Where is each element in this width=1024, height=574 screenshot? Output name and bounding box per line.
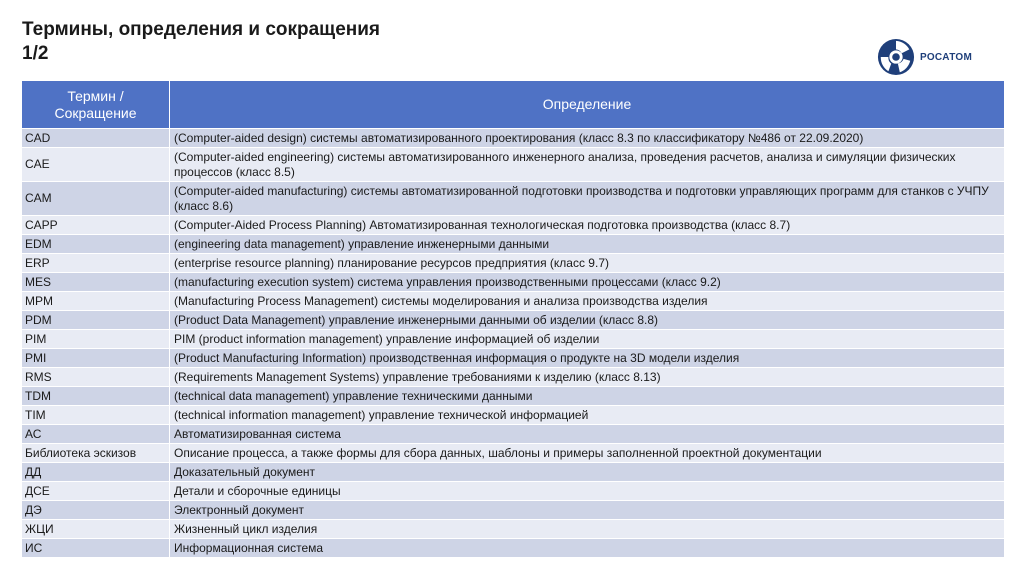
definition-cell: Автоматизированная система xyxy=(170,425,1005,444)
term-cell: PDM xyxy=(22,311,170,330)
term-cell: TDM xyxy=(22,387,170,406)
term-cell: ДД xyxy=(22,463,170,482)
definition-cell: Информационная система xyxy=(170,539,1005,558)
term-cell: RMS xyxy=(22,368,170,387)
definition-cell: (Computer-aided design) системы автоматизированного проектирования (класс 8.3 по классификатору №486 от 22.09.2020) xyxy=(170,129,1005,148)
table-row xyxy=(22,182,1005,216)
definition-cell: PIM (product information management) управление информацией об изделии xyxy=(170,330,1005,349)
term-cell: TIM xyxy=(22,406,170,425)
definition-cell: (Computer-aided engineering) системы автоматизированного инженерного анализа, проведения расчетов, анализа и симуляции физических процессов (класс 8.5) xyxy=(170,148,1005,182)
table-row xyxy=(22,148,1005,182)
definition-cell: (Requirements Management Systems) управление требованиями к изделию (класс 8.13) xyxy=(170,368,1005,387)
term-cell: MPM xyxy=(22,292,170,311)
table-row xyxy=(22,425,1005,444)
rosatom-logo xyxy=(877,38,972,76)
definition-cell: (Computer-aided manufacturing) системы автоматизированной подготовки производства и подготовки управляющих программ для станков с УЧПУ (класс 8.6) xyxy=(170,182,1005,216)
table-row xyxy=(22,482,1005,501)
table-row xyxy=(22,235,1005,254)
table-row xyxy=(22,501,1005,520)
header-term: Термин / Сокращение xyxy=(22,81,170,129)
header-definition: Определение xyxy=(170,81,1005,129)
table-row xyxy=(22,129,1005,148)
term-cell: Библиотека эскизов xyxy=(22,444,170,463)
terms-table xyxy=(21,80,1005,558)
logo-text: РОСАТОМ xyxy=(920,51,973,63)
term-cell: CAD xyxy=(22,129,170,148)
table-row xyxy=(22,349,1005,368)
table-row xyxy=(22,368,1005,387)
term-cell: ИС xyxy=(22,539,170,558)
table-row xyxy=(22,463,1005,482)
table-row xyxy=(22,330,1005,349)
term-cell: CAE xyxy=(22,148,170,182)
term-cell: CAM xyxy=(22,182,170,216)
definition-cell: (technical data management) управление техническими данными xyxy=(170,387,1005,406)
table-row xyxy=(22,216,1005,235)
term-cell: CAPP xyxy=(22,216,170,235)
definition-cell: (Product Data Management) управление инженерными данными об изделии (класс 8.8) xyxy=(170,311,1005,330)
table-row xyxy=(22,520,1005,539)
table-row xyxy=(22,254,1005,273)
table-row xyxy=(22,406,1005,425)
term-cell: PMI xyxy=(22,349,170,368)
definition-cell: (Product Manufacturing Information) производственная информация о продукте на 3D модели изделия xyxy=(170,349,1005,368)
term-cell: EDM xyxy=(22,235,170,254)
term-cell: ДСЕ xyxy=(22,482,170,501)
slide-title-text: Термины, определения и сокращения xyxy=(22,19,381,40)
table-row xyxy=(22,539,1005,558)
term-cell: PIM xyxy=(22,330,170,349)
term-cell: ДЭ xyxy=(22,501,170,520)
definition-cell: Доказательный документ xyxy=(170,463,1005,482)
definition-cell: Описание процесса, а также формы для сбора данных, шаблоны и примеры заполненной проектной документации xyxy=(170,444,1005,463)
slide-page-indicator: 1/2 xyxy=(22,43,49,64)
table-header-row xyxy=(22,81,1005,129)
definition-cell: Детали и сборочные единицы xyxy=(170,482,1005,501)
table-row xyxy=(22,444,1005,463)
rosatom-logo-icon xyxy=(877,38,915,76)
definition-cell: (manufacturing execution system) система управления производственными процессами (класс 9.2) xyxy=(170,273,1005,292)
definition-cell: (Computer-Aided Process Planning) Автоматизированная технологическая подготовка производства (класс 8.7) xyxy=(170,216,1005,235)
table-row xyxy=(22,292,1005,311)
definition-cell: Жизненный цикл изделия xyxy=(170,520,1005,539)
definition-cell: (technical information management) управление технической информацией xyxy=(170,406,1005,425)
definition-cell: Электронный документ xyxy=(170,501,1005,520)
table-row xyxy=(22,273,1005,292)
term-cell: ЖЦИ xyxy=(22,520,170,539)
term-cell: ERP xyxy=(22,254,170,273)
table-row xyxy=(22,387,1005,406)
definition-cell: (Manufacturing Process Management) системы моделирования и анализа производства изделия xyxy=(170,292,1005,311)
definition-cell: (enterprise resource planning) планирование ресурсов предприятия (класс 9.7) xyxy=(170,254,1005,273)
definition-cell: (engineering data management) управление инженерными данными xyxy=(170,235,1005,254)
term-cell: АС xyxy=(22,425,170,444)
term-cell: MES xyxy=(22,273,170,292)
slide-title xyxy=(22,18,722,66)
table-row xyxy=(22,311,1005,330)
